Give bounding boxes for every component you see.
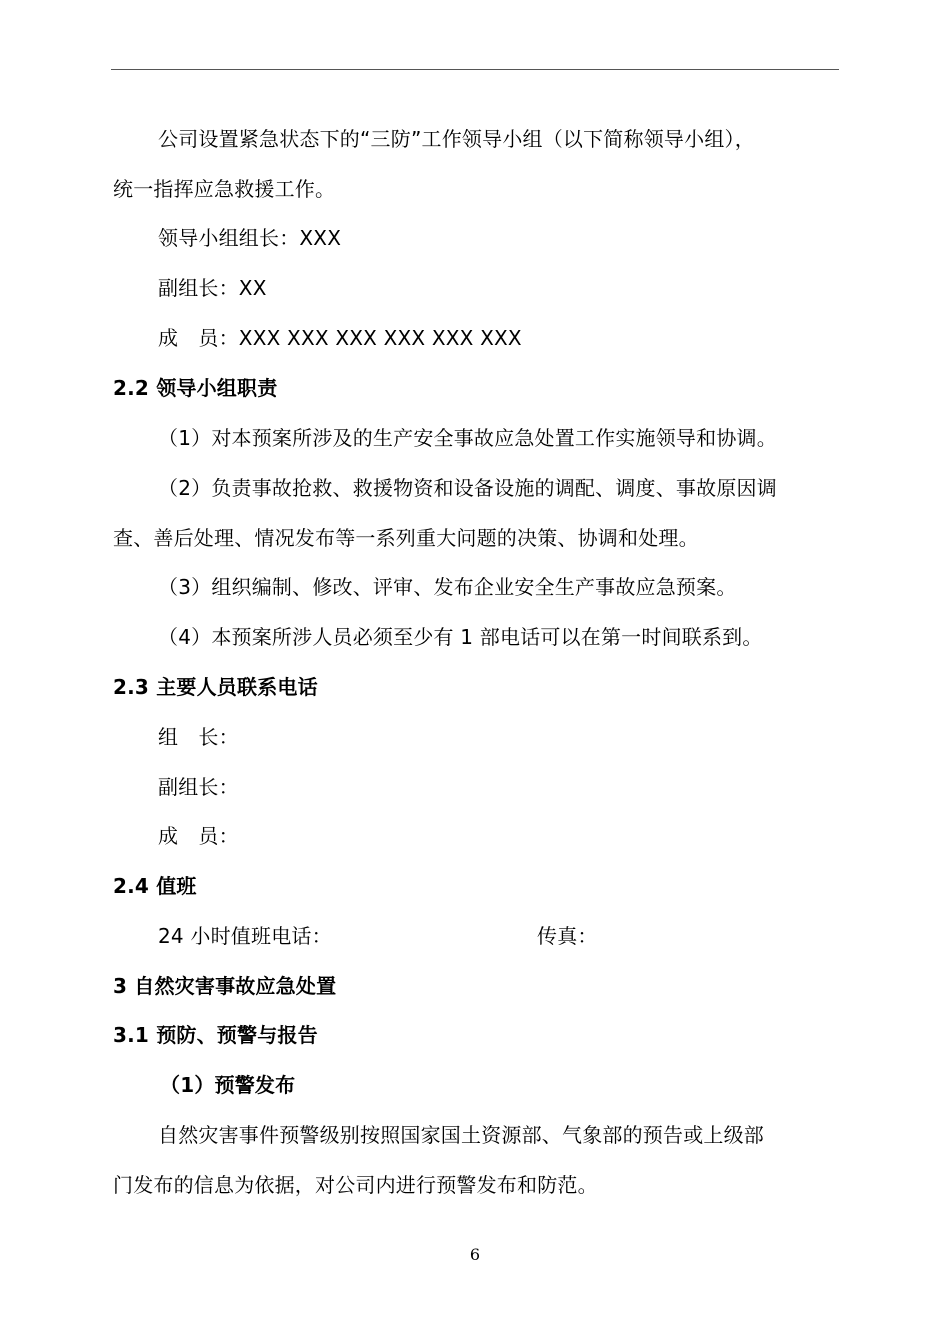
duty-phone-row	[158, 923, 888, 949]
fax-label: 传真：	[537, 924, 598, 948]
heading-3: 3 自然灾害事故应急处置	[113, 974, 337, 998]
heading-2-2: 2.2 领导小组职责	[113, 376, 278, 400]
heading-3-1: 3.1 预防、预警与报告	[113, 1023, 318, 1047]
duty-item-1: （1）对本预案所涉及的生产安全事故应急处置工作实施领导和协调。	[158, 426, 777, 450]
intro-line-1: 公司设置紧急状态下的“三防”工作领导小组（以下简称领导小组），	[158, 127, 755, 151]
contact-deputy: 副组长：	[158, 775, 239, 799]
members-line: 成 员：XXX XXX XXX XXX XXX XXX	[158, 326, 522, 350]
team-leader-line: 领导小组组长：XXX	[158, 226, 342, 250]
duty-item-3: （3）组织编制、修改、评审、发布企业安全生产事故应急预案。	[158, 575, 737, 599]
warning-para-line-1: 自然灾害事件预警级别按照国家国土资源部、气象部的预告或上级部	[158, 1123, 764, 1147]
duty-item-2-line-1: （2）负责事故抢救、救援物资和设备设施的调配、调度、事故原因调	[158, 476, 777, 500]
deputy-leader-line: 副组长：XX	[158, 276, 267, 300]
contact-members: 成 员：	[158, 824, 239, 848]
subheading-warning-release: （1）预警发布	[160, 1073, 296, 1097]
intro-line-2: 统一指挥应急救援工作。	[113, 177, 336, 201]
warning-para-line-2: 门发布的信息为依据，对公司内进行预警发布和防范。	[113, 1173, 598, 1197]
contact-leader: 组 长：	[158, 725, 239, 749]
duty-item-4: （4）本预案所涉人员必须至少有 1 部电话可以在第一时间联系到。	[158, 625, 763, 649]
duty-item-2-line-2: 查、善后处理、情况发布等一系列重大问题的决策、协调和处理。	[113, 526, 699, 550]
page-number: 6	[469, 1245, 481, 1264]
duty-phone-label: 24 小时值班电话：	[158, 924, 332, 948]
header-rule	[111, 69, 839, 70]
heading-2-4: 2.4 值班	[113, 874, 197, 898]
heading-2-3: 2.3 主要人员联系电话	[113, 675, 318, 699]
